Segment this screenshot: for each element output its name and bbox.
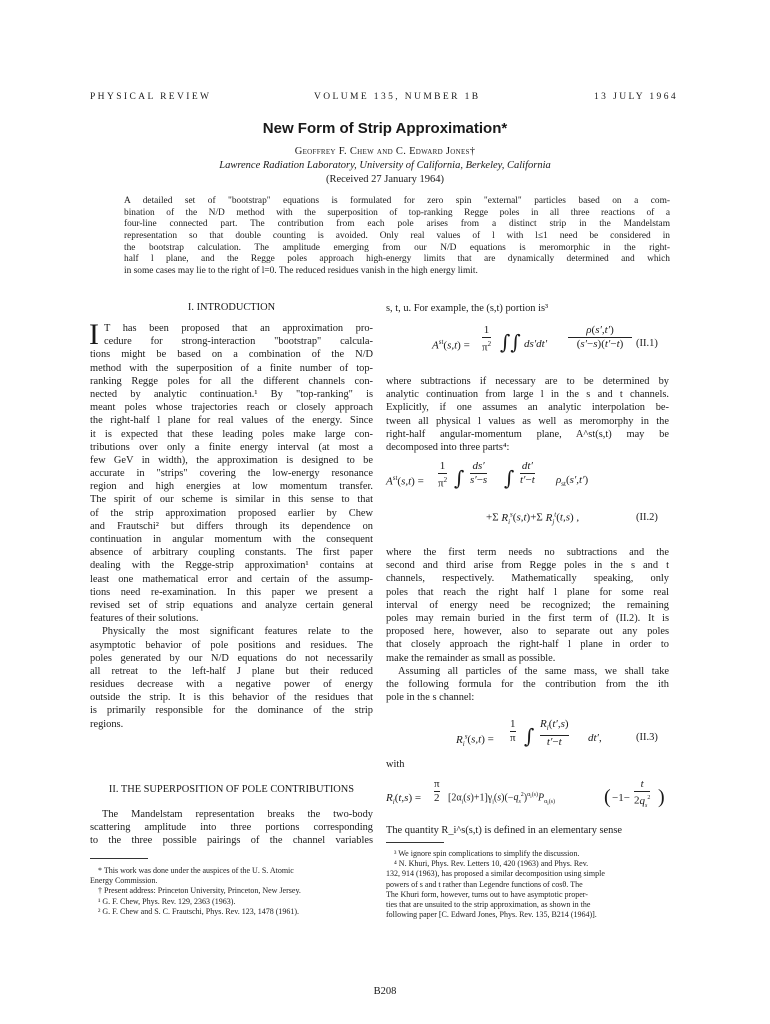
text-line: cedure for strong-interaction "bootstrap" calcula- [104,336,373,348]
footnote-line: ¹ G. F. Chew, Phys. Rev. 129, 2363 (1963). [98,896,236,906]
text-line: Physically the most significant features relate to the [102,626,373,638]
text-line: few GeV in width), the approximation is designed to be [90,454,373,466]
footnote-line: * This work was done under the auspices of the U. S. Atomic [98,866,294,875]
text-line: nected by analytic continuation.¹ By "top-ranking" is [90,388,373,400]
text-line: s, t, u. For example, the (s,t) portion is³ [386,303,549,314]
text-line: residues decrease with a negative power of energy [90,679,373,691]
quantity-text [386,824,669,837]
text-line: proposed here, however, also to separate out any poles [386,626,669,638]
text-line: Assuming all particles of the same mass, we shall take [398,665,669,677]
section2-paragraph [90,808,373,848]
text-line: of the strip approximation proposed earlier by Chew [90,507,373,519]
abstract-line: half l plane, and the Regge poles approach high-energy limits that are dynamically determined and which [124,254,670,265]
drop-cap: I [89,318,99,351]
text-line: where the first term needs no subtractions and the [386,547,669,558]
page-number: B208 [373,986,397,997]
text-line: Explicitly, if one assumes an analytic interpolation be- [386,402,669,414]
paper-title: New Form of Strip Approximation* [262,120,508,137]
text-line: analytic continuation from large l in the s and t channels. [386,389,669,401]
abstract [124,196,670,278]
equation-label: (II.1) [636,338,658,349]
text-line: absence of arbitrary coupling constants. The first paper [90,547,373,559]
text-line: region and high energies at low momentum transfer. [90,481,373,493]
footnote-line: ties that are unsuited to the strip approximation, as shown in the [386,899,591,909]
text-line: where subtractions if necessary are to be determined by [386,376,669,387]
text-line: all retreat to the left-half J plane but their reduced [90,665,373,677]
text-line: The Mandelstam representation breaks the two-body [102,809,373,820]
equation-II-2: $A^{st}(s,t)$ = $\frac{1}{\pi^2}$ ∫ $\frac{ds'}{s'-s}$ ∫ $\frac{dt'}{t'-t}$ $\rho_{st}(s',t')$ +Σ $R_i^s(s,t)+\Sigma$ $R_j^t(t,s)$ , [386,460,589,526]
text-line: features of their solutions. [90,613,199,625]
abstract-line: representation so that double counting is avoided. Only real values of l with l≤1 need be considered in [124,231,670,242]
received-date: (Received 27 January 1964) [325,174,445,185]
text-line: poles generated by our N/D equations do not necessarily [90,652,373,664]
text-line: meant poles whose trajectories reach or closely approach [90,402,373,414]
equation-label: (II.3) [636,732,658,743]
footnote-line: † Present address: Princeton University, Princeton, New Jersey. [98,886,301,896]
volume-number: VOLUME 135, NUMBER 1B [314,92,481,102]
text-line: least one mathematical error and certain of the assump- [90,573,373,585]
abstract-line: A detailed set of "bootstrap" equations is formulated for zero spin "external" particles based on a com- [124,196,670,206]
equation-label: (II.2) [636,512,658,523]
text-line: channels, respectively. Mathematically speaking, only [386,573,669,585]
text-line: method with the superposition of a finite number of top- [90,362,373,374]
abstract-line: bination of the N/D method with the superposition of top-ranking Regge poles in all three reactions of a [124,207,670,218]
text-line: and Frautschi² but differs through its dependence on [90,520,373,532]
text-line: poles may remain buried in the first term of (II.2). It is [386,612,669,624]
footnote-line: 132, 914 (1963), has proposed a similar decomposition using simple [386,869,605,879]
text-line: tions might be based on a combination of the N/D [90,349,373,361]
footnote-line: powers of s and t rather than Legendre functions of cosθ. The [386,879,583,889]
text-line: tween all physical l values as well as meromorphy in the [386,415,669,427]
footnote-line: Energy Commission. [90,876,158,886]
text-line: second and third arise from Regge poles in the s and t [386,560,669,572]
text-line: The spirit of our scheme is similar in this sense to that [90,494,373,506]
running-head [90,92,678,106]
with-text [386,758,669,771]
text-line: right-half angular-momentum plane, A^st(s,t) may be [386,428,669,440]
footnotes-right [386,849,669,920]
right-intro [386,302,669,315]
text-line: continuation in angular momentum with the consequent [90,534,373,545]
text-line: T has been proposed that an approximation pro- [104,323,373,334]
text-line: regions. [90,718,124,730]
paper-affiliation: Lawrence Radiation Laboratory, University of California, Berkeley, California [219,160,551,171]
equation-R-definition: $R_i(t,s)$ = $\frac{\pi}{2}$ $[2\alpha_i(s)+1]\gamma_i(s)(-q_s^2)^{\alpha_i(s)}P_{\alpha_i(s)}$ ( −1− $\frac{t}{2q_s^2}$ ) [386,776,670,820]
text-line: accurate in "strips" covering the low-energy resonance [90,468,373,480]
text-line: scattering amplitude into three portions corresponding [90,822,373,834]
text-line: is primarily responsible for the dominance of the strip [90,705,373,717]
abstract-line: four-line connected part. The contribution from each pole arises from a distinct strip in the Mandelstam [124,219,670,230]
text-line: it is expected that these leading poles make large con- [90,428,373,440]
text-line: pole in the s channel: [386,692,475,704]
text-line: decomposed into three parts⁴: [386,441,510,453]
abstract-line: the bootstrap calculation. The amplitude emerging from our N/D equations is meromorphic in the right- [124,242,670,253]
text-line: to the three possible pairings of the channel variables [90,835,373,847]
text-line: make the remainder as small as possible. [386,652,556,664]
text-line: the following formula for the contribution from the ith [386,678,669,690]
text-line: tributions over only a finite energy interval (at most a [90,441,373,453]
text-line: revised set of strip equations and analyze certain general [90,599,373,611]
paper-authors: Geoffrey F. Chew and C. Edward Jones† [294,146,476,157]
text-line: ranking Regge poles for all the different channels con- [90,375,373,387]
text-line: tions need re-examination. In this paper we present a [90,586,373,598]
equation-II-3: $R_i^s(s,t)$ = $\frac{1}{\pi}$ ∫ $\frac{R_i(t',s)}{t'-t}$ dt′, [456,718,602,749]
text-line: poles that reach the right half l plane for some real [386,586,669,598]
footnotes-left [90,866,373,917]
right-paragraph-1 [386,375,669,454]
footnote-line: ³ We ignore spin complications to simplify the discussion. [394,849,580,858]
equation-II-1: $A^{st}(s,t)$ = $\frac{1}{\pi^2}$ ∫∫ ds′dt′ $\frac{\rho(s',t')}{(s'-s)(t'-t)}$ [432,322,632,368]
text-line: the right-half l plane for real values of the energy. Since [90,415,373,427]
footnote-line: following paper [C. Edward Jones, Phys. Rev. 135, B214 (1964)]. [386,910,597,920]
journal-name: PHYSICAL REVIEW [90,92,212,102]
text-line: interval of energy need be recognized; the remaining [386,599,669,611]
text-line: outside the strip. It is this behavior of the residues that [90,692,373,704]
text-line: with [386,759,405,770]
issue-date: 13 JULY 1964 [594,92,678,102]
section-heading-introduction: I. INTRODUCTION [187,302,276,313]
footnote-rule [90,858,148,859]
text-line: asymptotic behavior of pole positions and residues. The [90,639,373,651]
footnote-line: The Khuri form, however, turns out to have asymptotic proper- [386,889,588,899]
text-line: that closely approach the right-half l plane in order to [386,639,669,651]
text-line: dealing with the Regge-strip approximation¹ contains at [90,560,373,572]
introduction-paragraph-1 [89,318,373,731]
footnote-rule [386,842,444,843]
section-heading-superposition: II. THE SUPERPOSITION OF POLE CONTRIBUTIONS [108,784,355,795]
text-line: The quantity R_i^s(s,t) is defined in an elementary sense [386,825,623,836]
right-paragraph-2 [386,546,669,704]
footnote-line: ⁴ N. Khuri, Phys. Rev. Letters 10, 420 (1963) and Phys. Rev. [394,859,589,869]
abstract-line: in some cases may lie to the right of l=0. The reduced residues vanish in the high energy limit. [124,266,478,277]
footnote-line: ² G. F. Chew and S. C. Frautschi, Phys. Rev. 123, 1478 (1961). [98,906,300,916]
